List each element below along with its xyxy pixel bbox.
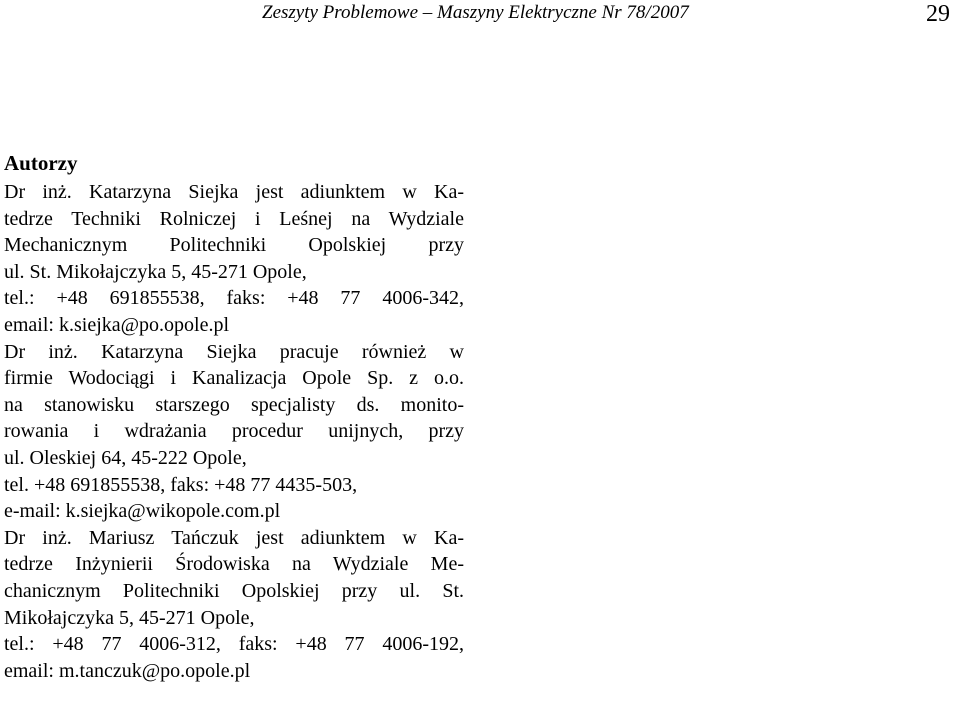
- author-1-work-phone: tel. +48 691855538, faks: +48 77 4435-503,: [4, 473, 358, 496]
- author-1-work-address: ul. Oleskiej 64, 45-222 Opole,: [4, 446, 247, 469]
- running-header: [0, 0, 960, 40]
- author-1-work-line-2: firmie Wodociągi i Kanalizacja Opole Sp. z o.o.: [4, 367, 464, 390]
- section-heading: Autorzy: [4, 151, 78, 175]
- author-1-work-email: e-mail: k.siejka@wikopole.com.pl: [4, 500, 281, 523]
- author-2-line-1: Dr inż. Mariusz Tańczuk jest adiunktem w Ka-: [4, 526, 464, 549]
- author-1-line-3: Mechanicznym Politechniki Opolskiej przy: [4, 234, 464, 257]
- author-1-work-line-4: rowania i wdrażania procedur unijnych, przy: [4, 420, 464, 443]
- author-2-line-2: tedrze Inżynierii Środowiska na Wydziale Me-: [4, 553, 464, 576]
- author-1-line-2: tedrze Techniki Rolniczej i Leśnej na Wydziale: [4, 207, 464, 230]
- author-2-phone: tel.: +48 77 4006-312, faks: +48 77 4006-192,: [4, 633, 464, 656]
- author-1-address: ul. St. Mikołajczyka 5, 45-271 Opole,: [4, 260, 307, 283]
- author-1-work-line-3: na stanowisku starszego specjalisty ds. monito-: [4, 393, 464, 416]
- authors-section: [4, 151, 464, 684]
- author-1-line-1: Dr inż. Katarzyna Siejka jest adiunktem w Ka-: [4, 181, 464, 203]
- page-number: 29: [926, 1, 950, 27]
- author-1-work-line-1: Dr inż. Katarzyna Siejka pracuje również w: [4, 340, 464, 363]
- author-2-line-3: chanicznym Politechniki Opolskiej przy ul. St.: [4, 579, 464, 602]
- author-1-email: email: k.siejka@po.opole.pl: [4, 313, 230, 336]
- author-2-email: email: m.tanczuk@po.opole.pl: [4, 659, 251, 682]
- author-2-address: Mikołajczyka 5, 45-271 Opole,: [4, 606, 255, 629]
- journal-title: Zeszyty Problemowe – Maszyny Elektryczne Nr 78/2007: [262, 2, 689, 23]
- author-1-phone: tel.: +48 691855538, faks: +48 77 4006-342,: [4, 287, 464, 310]
